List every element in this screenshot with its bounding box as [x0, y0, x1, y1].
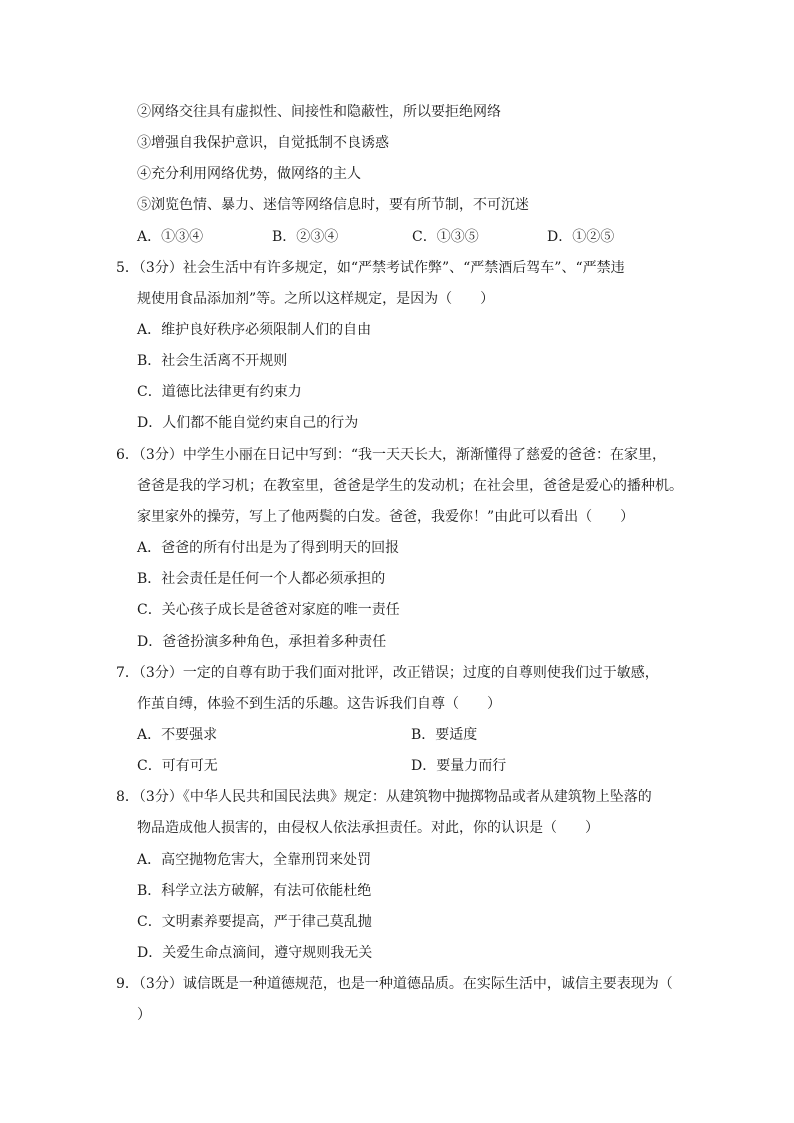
q7-stem-line-1: 7．（3分）一定的自尊有助于我们面对批评，改正错误；过度的自尊则使我们过于敏感，	[116, 665, 659, 681]
q5-option-a: A．维护良好秩序必须限制人们的自由	[137, 322, 372, 338]
q4-option-a: A．①③④	[137, 229, 204, 245]
q5-stem-line-1: 5．（3分）社会生活中有许多规定，如“严禁考试作弊”、“严禁酒后驾车”、“严禁违	[116, 260, 625, 276]
q5-option-d: D．人们都不能自觉约束自己的行为	[137, 415, 359, 431]
q4-option-b: B．②③④	[272, 229, 339, 245]
q4-option-d: D．①②⑤	[547, 229, 615, 245]
q7-option-d: D．要量力而行	[411, 758, 507, 774]
q8-stem-line-1: 8．（3分）《中华人民共和国民法典》规定：从建筑物中抛掷物品或者从建筑物上坠落的	[116, 789, 652, 805]
q8-option-b: B．科学立法方破解，有法可依能杜绝	[137, 883, 372, 899]
statement-2: ②网络交往具有虚拟性、间接性和隐蔽性，所以要拒绝网络	[137, 104, 501, 120]
q6-option-d: D．爸爸扮演多种角色，承担着多种责任	[137, 634, 387, 650]
q8-option-d: D．关爱生命点滴间，遵守规则我无关	[137, 945, 373, 961]
q7-option-b: B．要适度	[411, 727, 478, 743]
q6-option-a: A．爸爸的所有付出是为了得到明天的回报	[137, 540, 400, 556]
q8-option-c: C．文明素养要提高，严于律己莫乱抛	[137, 914, 372, 930]
q6-option-b: B．社会责任是任何一个人都必须承担的	[137, 571, 386, 587]
q7-option-c: C．可有可无	[137, 758, 218, 774]
q7-stem-line-2: 作茧自缚，体验不到生活的乐趣。这告诉我们自尊（ ）	[137, 696, 501, 712]
q9-stem-line-2: ）	[137, 1007, 151, 1023]
q5-option-c: C．道德比法律更有约束力	[137, 384, 302, 400]
q6-stem-line-3: 家里家外的操劳，写上了他两鬓的白发。爸爸，我爱你！”由此可以看出（ ）	[137, 509, 635, 525]
q4-option-c: C．①③⑤	[412, 229, 479, 245]
q8-stem-line-2: 物品造成他人损害的，由侵权人依法承担责任。对此，你的认识是（ ）	[137, 820, 599, 836]
statement-3: ③增强自我保护意识，自觉抵制不良诱惑	[137, 135, 389, 151]
q6-stem-line-1: 6．（3分）中学生小丽在日记中写到：“我一天天长大，渐渐懂得了慈爱的爸爸：在家里，	[116, 447, 666, 463]
q9-stem-line-1: 9．（3分）诚信既是一种道德规范，也是一种道德品质。在实际生活中，诚信主要表现为（	[116, 976, 673, 992]
q8-option-a: A．高空抛物危害大，全靠刑罚来处罚	[137, 852, 372, 868]
q5-stem-line-2: 规使用食品添加剂”等。之所以这样规定，是因为（ ）	[137, 291, 495, 307]
q6-stem-line-2: 爸爸是我的学习机；在教室里，爸爸是学生的发动机；在社会里，爸爸是爱心的播种机。	[137, 478, 683, 494]
q6-option-c: C．关心孩子成长是爸爸对家庭的唯一责任	[137, 602, 400, 618]
statement-5: ⑤浏览色情、暴力、迷信等网络信息时，要有所节制，不可沉迷	[137, 197, 529, 213]
statement-4: ④充分利用网络优势，做网络的主人	[137, 166, 361, 182]
q7-option-a: A．不要强求	[137, 727, 218, 743]
q5-option-b: B．社会生活离不开规则	[137, 353, 288, 369]
